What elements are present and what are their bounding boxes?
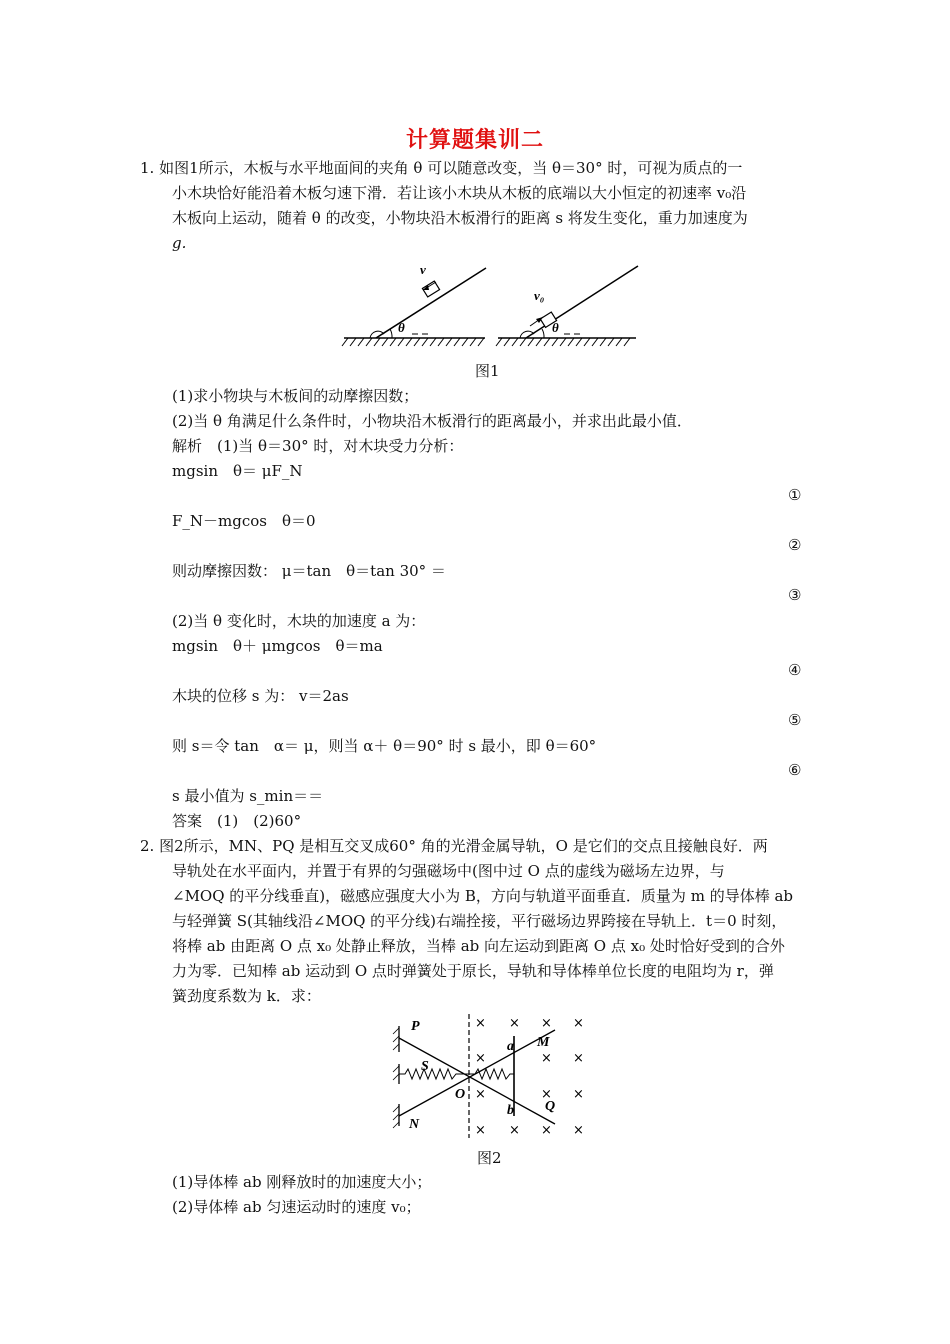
svg-text:×: × (541, 1051, 552, 1066)
svg-text:×: × (573, 1016, 584, 1031)
q1-line-3: 木板向上运动，随着 θ 的改变，小物块沿木板滑行的距离 s 将发生变化，重力加速度为 (172, 209, 748, 227)
figure-1-theta-label-left: θ (398, 320, 405, 335)
figure-2-rail-diagram (383, 1012, 593, 1140)
answer-line: 答案 (1) (2)60° (172, 812, 302, 830)
figure-2-label-m: M (537, 1035, 550, 1050)
equation-number-4: ④ (788, 661, 802, 679)
figure-2-label-b: b (507, 1103, 514, 1118)
solution-line-1: 解析 (1)当 θ＝30° 时，对木块受力分析： (172, 437, 464, 455)
svg-text:×: × (573, 1123, 584, 1138)
svg-text:×: × (475, 1016, 486, 1031)
solution-line-5: (2)当 θ 变化时，木块的加速度 a 为： (172, 612, 426, 630)
q2-line-2: 导轨处在水平面内，并置于有界的匀强磁场中(图中过 O 点的虚线为磁场左边界，与 (172, 862, 725, 880)
q1-line-4: g. (172, 234, 187, 252)
q1-line-2: 小木块恰好能沿着木板匀速下滑．若让该小木块从木板的底端以大小恒定的初速率 v₀沿 (172, 184, 747, 202)
equation-number-2: ② (788, 536, 802, 554)
q2-line-1: 2. 图2所示，MN、PQ 是相互交叉成60° 角的光滑金属导轨，O 是它们的交点且接触良好．两 (140, 837, 768, 855)
figure-1-velocity-label: v (420, 262, 426, 277)
solution-line-9: s 最小值为 s_min＝＝ (172, 787, 324, 805)
q1-sub-question-1: (1)求小物块与木板间的动摩擦因数； (172, 387, 419, 405)
figure-1-theta-label-right: θ (552, 320, 559, 335)
equation-number-1: ① (788, 486, 802, 504)
figure-2-label-s: S (421, 1059, 429, 1074)
figure-2-label-n: N (409, 1117, 420, 1132)
svg-text:×: × (541, 1016, 552, 1031)
solution-line-6: mgsin θ＋ μmgcos θ＝ma (172, 637, 383, 655)
svg-text:×: × (509, 1016, 520, 1031)
svg-text:×: × (541, 1123, 552, 1138)
equation-number-5: ⑤ (788, 711, 802, 729)
solution-line-7: 木块的位移 s 为： v＝2as (172, 687, 349, 705)
svg-text:×: × (541, 1087, 552, 1102)
figure-2-label-o: O (455, 1087, 466, 1102)
solution-line-3: F_N－mgcos θ＝0 (172, 512, 316, 530)
solution-line-4: 则动摩擦因数： μ＝tan θ＝tan 30° ＝ (172, 562, 446, 580)
q2-line-7: 簧劲度系数为 k．求： (172, 987, 321, 1005)
solution-line-8: 则 s＝令 tan α＝ μ，则当 α＋ θ＝90° 时 s 最小，即 θ＝60° (172, 737, 597, 755)
figure-2-label-q: Q (545, 1099, 556, 1114)
q2-line-5: 将棒 ab 由距离 O 点 x₀ 处静止释放，当棒 ab 向左运动到距离 O 点 x₀ 处时恰好受到的合外 (172, 937, 785, 955)
figure-2-label-a: a (507, 1039, 514, 1054)
svg-text:×: × (475, 1123, 486, 1138)
figure-1-initial-velocity-label: v₀ (534, 288, 545, 303)
q2-line-3: ∠MOQ 的平分线垂直)，磁感应强度大小为 B，方向与轨道平面垂直．质量为 m 的导体棒 ab (172, 887, 794, 905)
q2-sub-question-1: (1)导体棒 ab 刚释放时的加速度大小； (172, 1173, 432, 1191)
q2-line-6: 力为零．已知棒 ab 运动到 O 点时弹簧处于原长，导轨和导体棒单位长度的电阻均为 r，弹 (172, 962, 774, 980)
figure-1-incline-diagram (340, 262, 640, 352)
figure-2-label-p: P (411, 1019, 420, 1034)
figure-2-caption: 图2 (477, 1149, 502, 1167)
q2-sub-question-2: (2)导体棒 ab 匀速运动时的速度 v₀； (172, 1198, 421, 1216)
equation-number-6: ⑥ (788, 761, 802, 779)
svg-text:×: × (475, 1051, 486, 1066)
svg-text:×: × (573, 1087, 584, 1102)
svg-text:×: × (475, 1087, 486, 1102)
q1-sub-question-2: (2)当 θ 角满足什么条件时，小物块沿木板滑行的距离最小，并求出此最小值． (172, 412, 692, 430)
solution-line-2: mgsin θ＝ μF_N (172, 462, 303, 480)
svg-text:×: × (509, 1123, 520, 1138)
q1-line-1: 1. 如图1所示，木板与水平地面间的夹角 θ 可以随意改变，当 θ＝30° 时，可视为质点的一 (140, 159, 743, 177)
figure-1-caption: 图1 (475, 362, 500, 380)
equation-number-3: ③ (788, 586, 802, 604)
svg-text:×: × (573, 1051, 584, 1066)
page-title: 计算题集训二 (405, 127, 544, 153)
q2-line-4: 与轻弹簧 S(其轴线沿∠MOQ 的平分线)右端拴接，平行磁场边界跨接在导轨上．t＝0 时刻， (172, 912, 787, 930)
